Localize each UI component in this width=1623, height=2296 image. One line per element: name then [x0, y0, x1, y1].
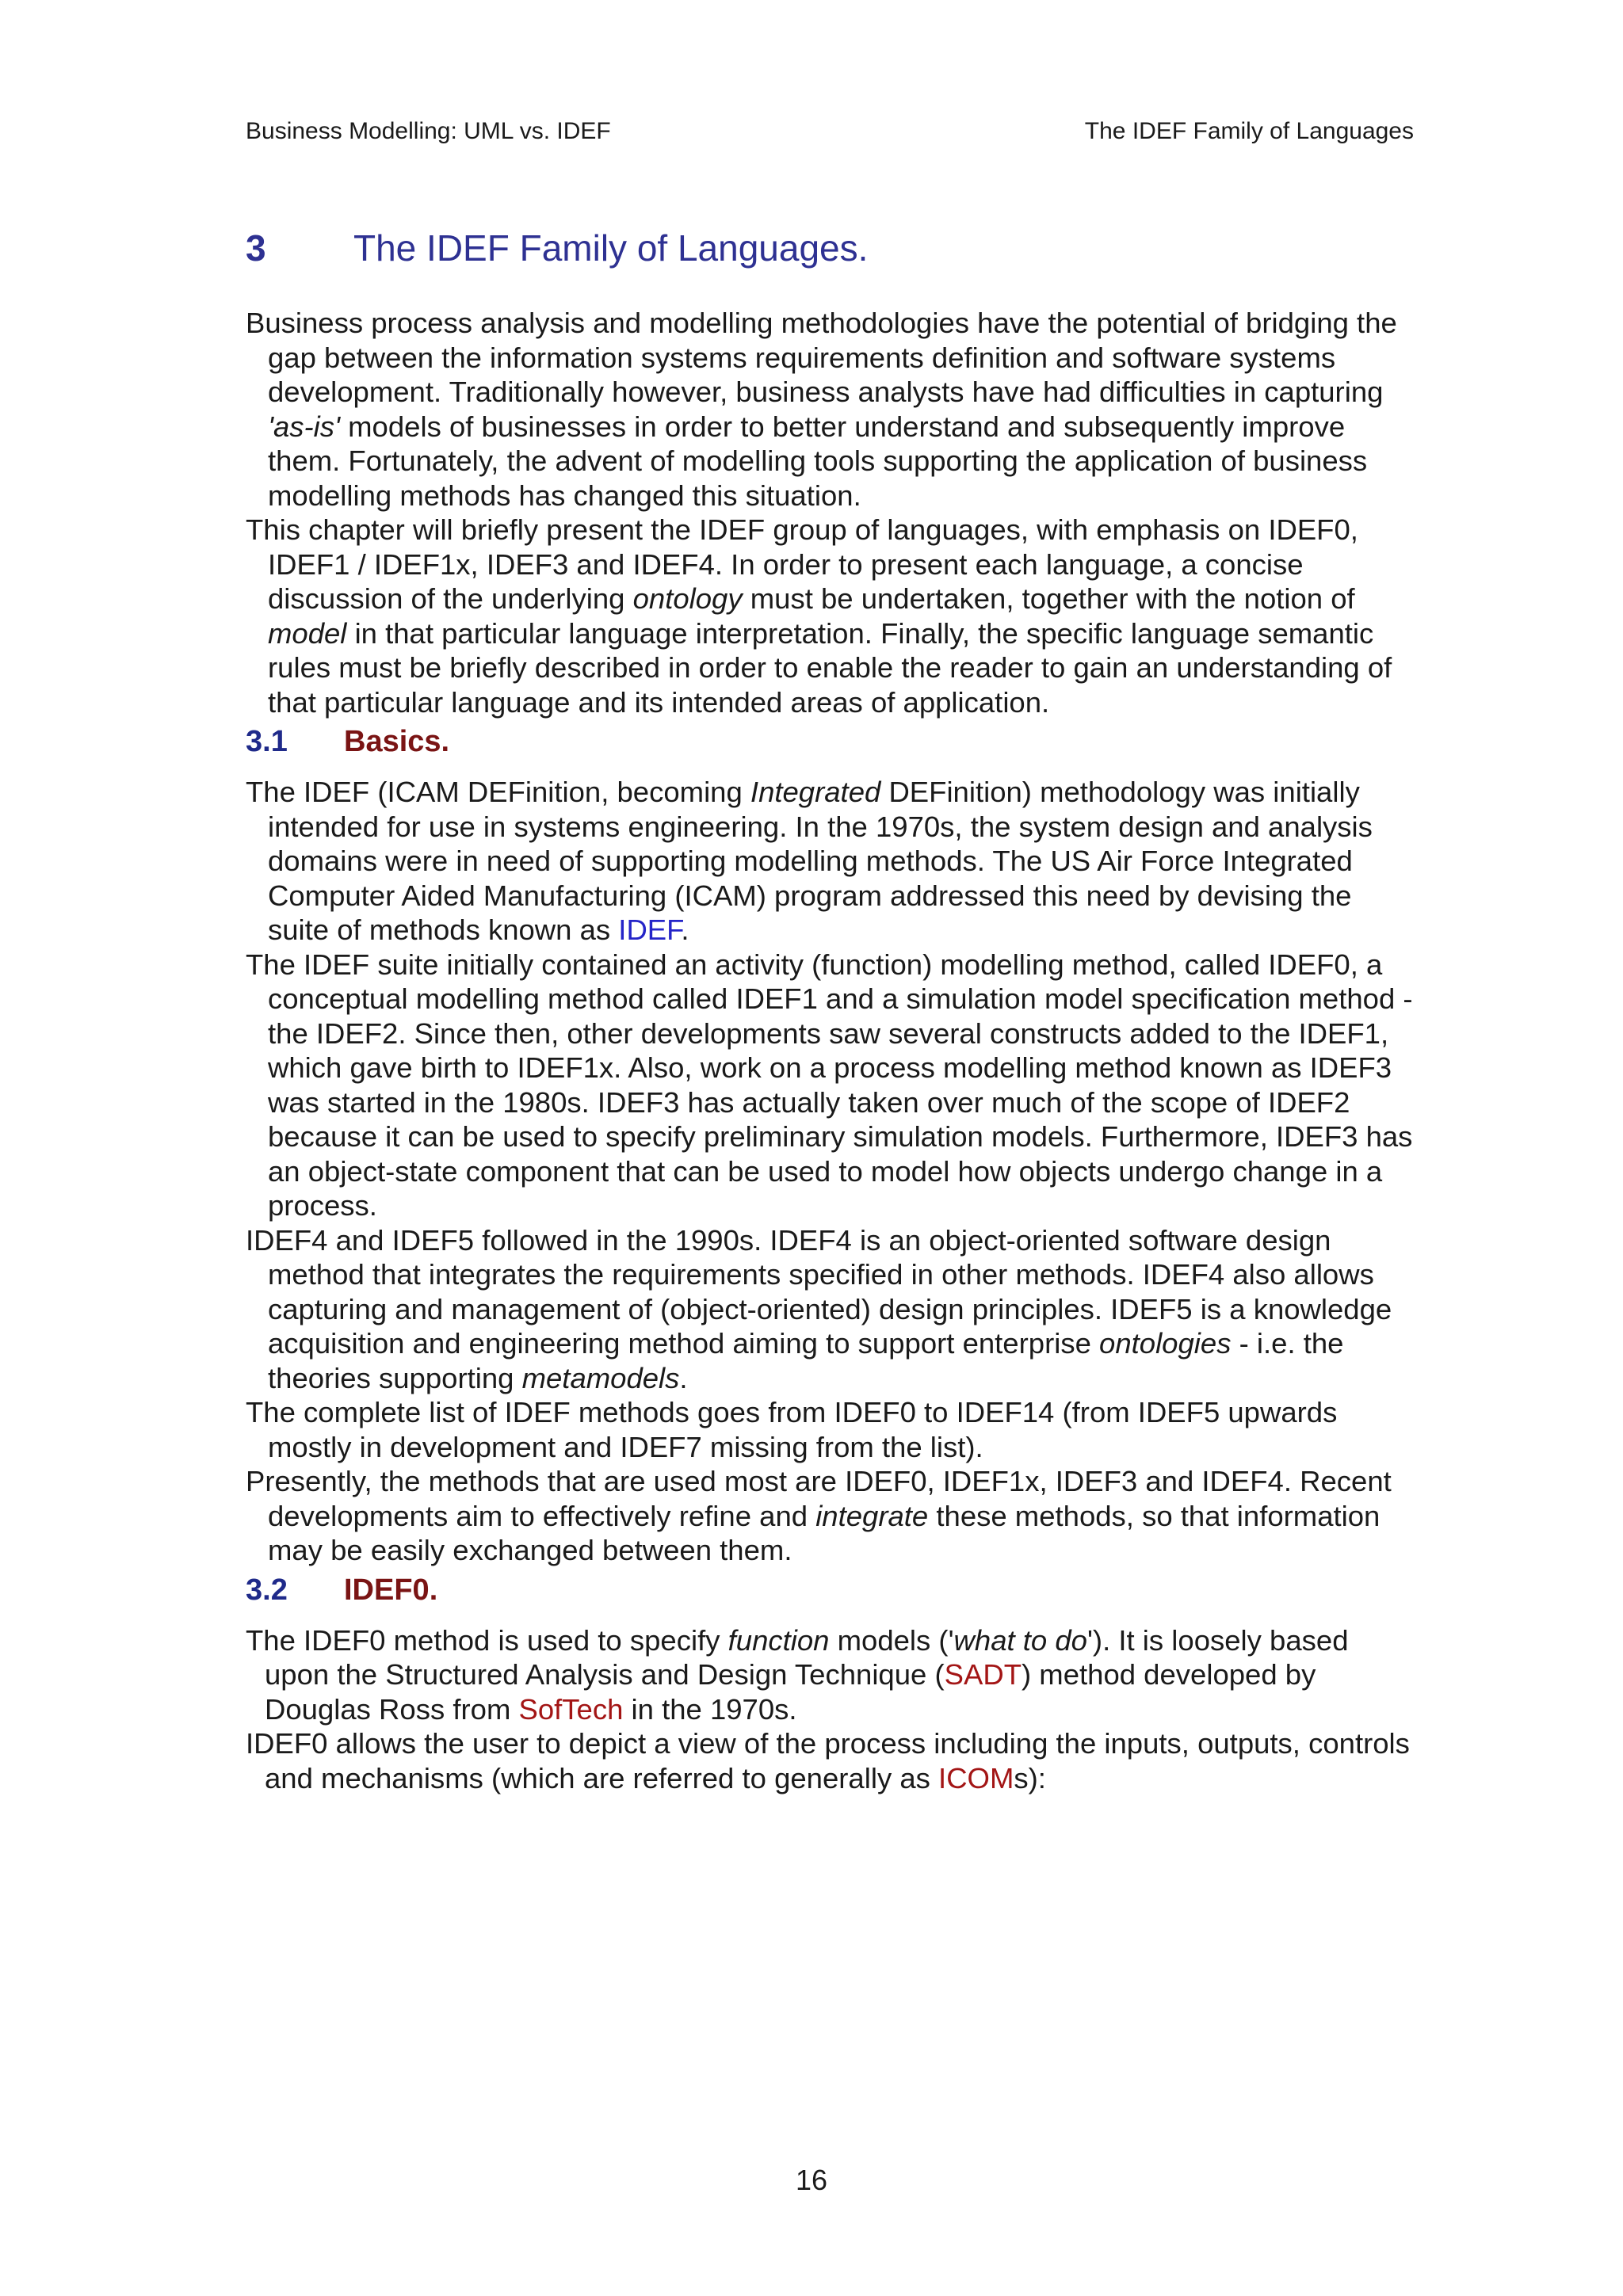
chapter-number: 3: [246, 227, 266, 269]
basics-paragraph-5: Presently, the methods that are used most are IDEF0, IDEF1x, IDEF3 and IDEF4. Recent developments aim to effectively refine and integrate these methods, so that information may be easily exchanged between them.: [246, 1465, 1392, 1566]
chapter-title: The IDEF Family of Languages.: [353, 227, 869, 269]
intro-paragraph-1: Business process analysis and modelling methodologies have the potential of bridging the gap between the information systems requirements definition and software systems development. Traditionally however, business analysts have had difficulties in capturing 'as-is' models of businesses in order to better understand and subsequently improve them. Fortunately, the advent of modelling tools supporting the application of business modelling methods has changed this situation.: [246, 307, 1397, 512]
chapter-heading: [246, 220, 1415, 276]
section-heading-basics: [246, 719, 1415, 764]
header-document-title: Business Modelling: UML vs. IDEF: [246, 118, 611, 144]
emphasis-integrated: Integrated: [750, 776, 881, 808]
emphasis-as-is: 'as-is': [268, 410, 341, 443]
running-header: [246, 116, 1414, 147]
emphasis-model: model: [268, 616, 347, 650]
intro-paragraph-2: This chapter will briefly present the IDEF group of languages, with emphasis on IDEF0, IDEF1 / IDEF1x, IDEF3 and IDEF4. In order to present each language, a concise discussion of the underlying ontology must be undertaken, together with the notion of model in that particular language interpretation. Finally, the specific language semantic rules must be briefly described in order to enable the reader to gain an understanding of that particular language and its intended areas of application.: [246, 513, 1392, 719]
idef-link[interactable]: IDEF: [618, 913, 682, 946]
emphasis-what-to-do: what to do: [953, 1623, 1087, 1657]
section-number: 3.1: [246, 725, 288, 758]
emphasis-metamodels: metamodels: [521, 1361, 680, 1394]
section-title: Basics.: [344, 725, 450, 758]
basics-paragraph-4: The complete list of IDEF methods goes from IDEF0 to IDEF14 (from IDEF5 upwards mostly in development and IDEF7 missing from the list).: [246, 1396, 1338, 1463]
basics-paragraph-3: IDEF4 and IDEF5 followed in the 1990s. IDEF4 is an object-oriented software design method that integrates the requirements specified in other methods. IDEF4 also allows capturing and management of (object-oriented) design principles. IDEF5 is a knowledge acquisition and engineering method aiming to support enterprise ontologies - i.e. the theories supporting metamodels.: [246, 1223, 1392, 1394]
idef0-paragraph-2: IDEF0 allows the user to depict a view of the process including the inputs, outputs, controls and mechanisms (which are referred to generally as ICOMs):: [246, 1727, 1410, 1794]
emphasis-function: function: [727, 1623, 830, 1657]
icom-link[interactable]: ICOM: [938, 1761, 1014, 1794]
emphasis-ontology: ontology: [632, 582, 743, 615]
page-number: 16: [795, 2164, 828, 2196]
header-chapter-title: The IDEF Family of Languages: [1084, 118, 1414, 144]
softech-link[interactable]: SofTech: [518, 1692, 624, 1726]
emphasis-ontologies: ontologies: [1099, 1327, 1232, 1360]
basics-paragraph-1: The IDEF (ICAM DEFinition, becoming Integrated DEFinition) methodology was initially intended for use in systems engineering. In the 1970s, the system design and analysis domains were in need of supporting modelling methods. The US Air Force Integrated Computer Aided Manufacturing (ICAM) program addressed this need by devising the suite of methods known as IDEF.: [246, 776, 1373, 946]
section-number: 3.2: [246, 1573, 288, 1607]
page-content: [246, 220, 1415, 1795]
basics-paragraph-2: The IDEF suite initially contained an activity (function) modelling method, called IDEF0, a conceptual modelling method called IDEF1 and a simulation model specification method - the IDEF2. Since then, other developments saw several constructs added to the IDEF1, which gave birth to IDEF1x. Also, work on a process modelling method known as IDEF3 was started in the 1980s. IDEF3 has actually taken over much of the scope of IDEF2 because it can be used to specify preliminary simulation models. Furthermore, IDEF3 has an object-state component that can be used to model how objects undergo change in a process.: [246, 948, 1413, 1222]
sadt-link[interactable]: SADT: [944, 1658, 1022, 1691]
section-heading-idef0: [246, 1568, 1415, 1612]
section-title: IDEF0.: [344, 1573, 438, 1607]
idef0-paragraph-1: The IDEF0 method is used to specify function models ('what to do'). It is loosely based upon the Structured Analysis and Design Technique (SADT) method developed by Douglas Ross from SofTech in the 1970s.: [246, 1623, 1349, 1726]
emphasis-integrate: integrate: [815, 1499, 929, 1532]
